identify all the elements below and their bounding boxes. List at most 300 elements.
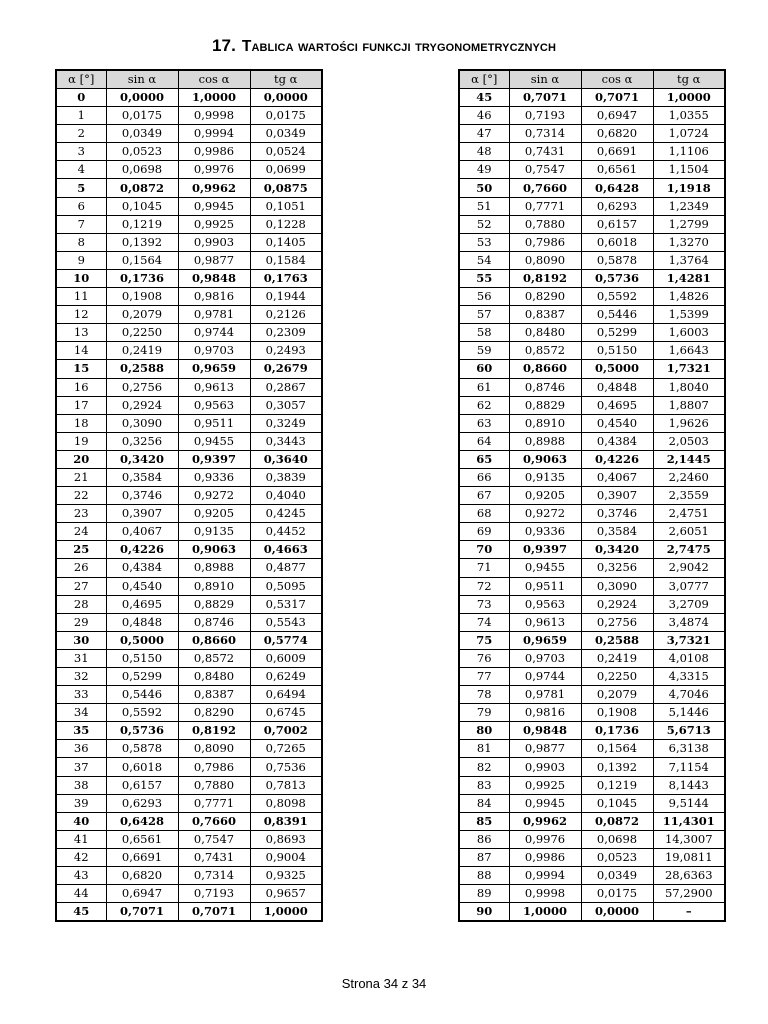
tg-cell: 9,5144	[653, 794, 725, 812]
sin-cell: 0,4067	[106, 523, 178, 541]
angle-cell: 45	[56, 903, 106, 922]
angle-cell: 15	[56, 360, 106, 378]
table-row	[459, 179, 725, 197]
angle-cell: 62	[459, 396, 509, 414]
sin-cell: 0,2079	[106, 306, 178, 324]
table-row	[459, 342, 725, 360]
sin-cell: 0,9903	[509, 758, 581, 776]
sin-cell: 0,0523	[106, 143, 178, 161]
tg-cell: 0,2679	[250, 360, 322, 378]
sin-cell: 0,1736	[106, 269, 178, 287]
sin-cell: 0,9613	[509, 613, 581, 631]
table-row	[459, 197, 725, 215]
cos-cell: 0,8910	[178, 577, 250, 595]
table-row	[459, 396, 725, 414]
sin-cell: 0,8988	[509, 432, 581, 450]
angle-cell: 20	[56, 450, 106, 468]
cos-cell: 0,7771	[178, 794, 250, 812]
cos-cell: 0,7314	[178, 867, 250, 885]
cos-cell: 0,7660	[178, 812, 250, 830]
sin-cell: 0,5446	[106, 686, 178, 704]
cos-cell: 0,3907	[581, 487, 653, 505]
table-row	[56, 885, 322, 903]
tg-cell: 1,3270	[653, 233, 725, 251]
angle-cell: 73	[459, 595, 509, 613]
tg-cell: 0,1944	[250, 288, 322, 306]
tg-cell: 0,8391	[250, 812, 322, 830]
angle-cell: 19	[56, 432, 106, 450]
tg-cell: 2,3559	[653, 487, 725, 505]
sin-cell: 0,9511	[509, 577, 581, 595]
page-title	[0, 36, 768, 56]
header-cos: cos α	[178, 70, 250, 89]
cos-cell: 0,9744	[178, 324, 250, 342]
tg-cell: 1,9626	[653, 414, 725, 432]
table-row	[459, 378, 725, 396]
table-row	[459, 125, 725, 143]
tg-cell: 2,6051	[653, 523, 725, 541]
sin-cell: 0,9272	[509, 505, 581, 523]
tg-cell: 1,6643	[653, 342, 725, 360]
angle-cell: 55	[459, 269, 509, 287]
sin-cell: 0,8290	[509, 288, 581, 306]
table-row	[459, 776, 725, 794]
cos-cell: 0,4540	[581, 414, 653, 432]
cos-cell: 0,8090	[178, 740, 250, 758]
angle-cell: 29	[56, 613, 106, 631]
sin-cell: 0,1219	[106, 215, 178, 233]
sin-cell: 0,2924	[106, 396, 178, 414]
table-row	[56, 487, 322, 505]
cos-cell: 0,9205	[178, 505, 250, 523]
sin-cell: 0,4226	[106, 541, 178, 559]
cos-cell: 0,3090	[581, 577, 653, 595]
angle-cell: 24	[56, 523, 106, 541]
cos-cell: 0,9877	[178, 251, 250, 269]
angle-cell: 12	[56, 306, 106, 324]
angle-cell: 9	[56, 251, 106, 269]
section-title: Tablica wartości funkcji trygonometrycznych	[241, 38, 557, 55]
table-row	[459, 468, 725, 486]
sin-cell: 0,6293	[106, 794, 178, 812]
cos-cell: 0,5446	[581, 306, 653, 324]
sin-cell: 0,3420	[106, 450, 178, 468]
tg-cell: 0,5774	[250, 631, 322, 649]
sin-cell: 0,5000	[106, 631, 178, 649]
sin-cell: 0,2250	[106, 324, 178, 342]
sin-cell: 0,0872	[106, 179, 178, 197]
cos-cell: 0,5299	[581, 324, 653, 342]
tg-cell: 2,4751	[653, 505, 725, 523]
sin-cell: 0,6018	[106, 758, 178, 776]
tg-cell: 1,0724	[653, 125, 725, 143]
header-sin: sin α	[106, 70, 178, 89]
cos-cell: 0,0698	[581, 830, 653, 848]
angle-cell: 36	[56, 740, 106, 758]
tg-cell: 2,0503	[653, 432, 725, 450]
cos-cell: 0,1736	[581, 722, 653, 740]
sin-cell: 0,7193	[509, 107, 581, 125]
tg-cell: 1,8040	[653, 378, 725, 396]
angle-cell: 67	[459, 487, 509, 505]
table-row	[459, 432, 725, 450]
cos-cell: 0,9945	[178, 197, 250, 215]
angle-cell: 13	[56, 324, 106, 342]
table-row	[56, 324, 322, 342]
angle-cell: 59	[459, 342, 509, 360]
sin-cell: 0,9336	[509, 523, 581, 541]
angle-cell: 47	[459, 125, 509, 143]
table-row	[56, 125, 322, 143]
angle-cell: 66	[459, 468, 509, 486]
angle-cell: 17	[56, 396, 106, 414]
tg-cell: 0,9325	[250, 867, 322, 885]
cos-cell: 0,5736	[581, 269, 653, 287]
angle-cell: 43	[56, 867, 106, 885]
angle-cell: 0	[56, 89, 106, 107]
table-row	[56, 505, 322, 523]
sin-cell: 0,9945	[509, 794, 581, 812]
tg-cell: 0,5095	[250, 577, 322, 595]
cos-cell: 0,6428	[581, 179, 653, 197]
tg-cell: 0,6009	[250, 649, 322, 667]
angle-cell: 32	[56, 668, 106, 686]
cos-cell: 0,8480	[178, 668, 250, 686]
header-tg: tg α	[250, 70, 322, 89]
table-row	[56, 704, 322, 722]
cos-cell: 0,7547	[178, 830, 250, 848]
table-row	[56, 722, 322, 740]
angle-cell: 74	[459, 613, 509, 631]
sin-cell: 0,9063	[509, 450, 581, 468]
cos-cell: 0,1392	[581, 758, 653, 776]
table-row	[56, 233, 322, 251]
table-row	[56, 613, 322, 631]
table-row	[56, 812, 322, 830]
angle-cell: 53	[459, 233, 509, 251]
cos-cell: 0,5592	[581, 288, 653, 306]
tg-cell: 0,7536	[250, 758, 322, 776]
angle-cell: 46	[459, 107, 509, 125]
sin-cell: 0,0000	[106, 89, 178, 107]
sin-cell: 0,8387	[509, 306, 581, 324]
sin-cell: 1,0000	[509, 903, 581, 922]
tg-cell: 0,6249	[250, 668, 322, 686]
angle-cell: 88	[459, 867, 509, 885]
sin-cell: 0,2588	[106, 360, 178, 378]
sin-cell: 0,7071	[106, 903, 178, 922]
table-row	[56, 342, 322, 360]
table-row	[56, 396, 322, 414]
table-row	[459, 107, 725, 125]
tg-cell: 0,0875	[250, 179, 322, 197]
table-row	[459, 812, 725, 830]
cos-cell: 0,5878	[581, 251, 653, 269]
angle-cell: 60	[459, 360, 509, 378]
angle-cell: 23	[56, 505, 106, 523]
angle-cell: 26	[56, 559, 106, 577]
table-row	[459, 631, 725, 649]
sin-cell: 0,8746	[509, 378, 581, 396]
header-sin: sin α	[509, 70, 581, 89]
sin-cell: 0,3907	[106, 505, 178, 523]
table-row	[56, 378, 322, 396]
tg-cell: 0,1051	[250, 197, 322, 215]
table-header-row	[56, 70, 322, 89]
angle-cell: 69	[459, 523, 509, 541]
sin-cell: 0,0349	[106, 125, 178, 143]
cos-cell: 0,0872	[581, 812, 653, 830]
cos-cell: 0,6018	[581, 233, 653, 251]
sin-cell: 0,4848	[106, 613, 178, 631]
table-row	[459, 577, 725, 595]
sin-cell: 0,6691	[106, 848, 178, 866]
header-cos: cos α	[581, 70, 653, 89]
cos-cell: 0,0523	[581, 848, 653, 866]
tg-cell: 4,0108	[653, 649, 725, 667]
angle-cell: 2	[56, 125, 106, 143]
table-row	[459, 269, 725, 287]
sin-cell: 0,6157	[106, 776, 178, 794]
tg-cell: 0,9004	[250, 848, 322, 866]
cos-cell: 0,2079	[581, 686, 653, 704]
angle-cell: 27	[56, 577, 106, 595]
angle-cell: 8	[56, 233, 106, 251]
tg-cell: 1,1504	[653, 161, 725, 179]
tg-cell: 0,6494	[250, 686, 322, 704]
cos-cell: 0,9986	[178, 143, 250, 161]
table-row	[56, 686, 322, 704]
sin-cell: 0,9986	[509, 848, 581, 866]
sin-cell: 0,3090	[106, 414, 178, 432]
sin-cell: 0,6820	[106, 867, 178, 885]
table-row	[56, 758, 322, 776]
angle-cell: 83	[459, 776, 509, 794]
sin-cell: 0,2419	[106, 342, 178, 360]
angle-cell: 80	[459, 722, 509, 740]
sin-cell: 0,8829	[509, 396, 581, 414]
cos-cell: 0,6293	[581, 197, 653, 215]
tg-cell: 0,0524	[250, 143, 322, 161]
cos-cell: 0,9703	[178, 342, 250, 360]
cos-cell: 0,6820	[581, 125, 653, 143]
angle-cell: 16	[56, 378, 106, 396]
tg-cell: 3,2709	[653, 595, 725, 613]
tg-cell: 2,1445	[653, 450, 725, 468]
cos-cell: 0,1908	[581, 704, 653, 722]
tg-cell: 1,4826	[653, 288, 725, 306]
table-row	[459, 143, 725, 161]
header-angle: α [°]	[459, 70, 509, 89]
sin-cell: 0,9205	[509, 487, 581, 505]
table-row	[459, 903, 725, 922]
cos-cell: 0,8572	[178, 649, 250, 667]
tg-cell: 0,2126	[250, 306, 322, 324]
sin-cell: 0,6947	[106, 885, 178, 903]
cos-cell: 0,7431	[178, 848, 250, 866]
cos-cell: 0,2250	[581, 668, 653, 686]
table-row	[459, 288, 725, 306]
table-row	[459, 233, 725, 251]
table-row	[459, 559, 725, 577]
table-row	[56, 631, 322, 649]
table-header-row	[459, 70, 725, 89]
sin-cell: 0,9455	[509, 559, 581, 577]
angle-cell: 61	[459, 378, 509, 396]
tg-cell: 0,0349	[250, 125, 322, 143]
cos-cell: 0,1564	[581, 740, 653, 758]
angle-cell: 40	[56, 812, 106, 830]
table-row	[459, 758, 725, 776]
cos-cell: 0,9781	[178, 306, 250, 324]
header-angle: α [°]	[56, 70, 106, 89]
angle-cell: 22	[56, 487, 106, 505]
table-row	[459, 414, 725, 432]
tg-cell: 0,7002	[250, 722, 322, 740]
angle-cell: 52	[459, 215, 509, 233]
cos-cell: 0,8746	[178, 613, 250, 631]
table-row	[56, 523, 322, 541]
cos-cell: 0,9848	[178, 269, 250, 287]
tg-cell: 0,3839	[250, 468, 322, 486]
tg-cell: 1,0355	[653, 107, 725, 125]
sin-cell: 0,1392	[106, 233, 178, 251]
tg-cell: 8,1443	[653, 776, 725, 794]
angle-cell: 48	[459, 143, 509, 161]
cos-cell: 0,3420	[581, 541, 653, 559]
tg-cell: 0,7813	[250, 776, 322, 794]
tg-cell: 57,2900	[653, 885, 725, 903]
sin-cell: 0,9962	[509, 812, 581, 830]
cos-cell: 0,5000	[581, 360, 653, 378]
sin-cell: 0,2756	[106, 378, 178, 396]
tg-cell: 0,5317	[250, 595, 322, 613]
tg-cell: 1,3764	[653, 251, 725, 269]
table-row	[459, 505, 725, 523]
tg-cell: 0,4452	[250, 523, 322, 541]
angle-cell: 31	[56, 649, 106, 667]
sin-cell: 0,9563	[509, 595, 581, 613]
sin-cell: 0,9781	[509, 686, 581, 704]
angle-cell: 3	[56, 143, 106, 161]
tg-cell: 1,2349	[653, 197, 725, 215]
sin-cell: 0,9877	[509, 740, 581, 758]
cos-cell: 0,9613	[178, 378, 250, 396]
cos-cell: 0,7193	[178, 885, 250, 903]
angle-cell: 78	[459, 686, 509, 704]
angle-cell: 57	[459, 306, 509, 324]
sin-cell: 0,8572	[509, 342, 581, 360]
sin-cell: 0,9925	[509, 776, 581, 794]
angle-cell: 37	[56, 758, 106, 776]
cos-cell: 0,9455	[178, 432, 250, 450]
cos-cell: 0,4695	[581, 396, 653, 414]
sin-cell: 0,7880	[509, 215, 581, 233]
angle-cell: 71	[459, 559, 509, 577]
cos-cell: 0,9272	[178, 487, 250, 505]
table-row	[56, 432, 322, 450]
angle-cell: 64	[459, 432, 509, 450]
cos-cell: 0,9925	[178, 215, 250, 233]
tg-cell: 5,6713	[653, 722, 725, 740]
sin-cell: 0,7314	[509, 125, 581, 143]
table-row	[56, 215, 322, 233]
angle-cell: 63	[459, 414, 509, 432]
tg-cell: 2,2460	[653, 468, 725, 486]
tg-cell: –	[653, 903, 725, 922]
sin-cell: 0,6428	[106, 812, 178, 830]
tg-cell: 4,3315	[653, 668, 725, 686]
angle-cell: 7	[56, 215, 106, 233]
sin-cell: 0,5299	[106, 668, 178, 686]
sin-cell: 0,9976	[509, 830, 581, 848]
table-row	[459, 161, 725, 179]
sin-cell: 0,9703	[509, 649, 581, 667]
table-row	[56, 867, 322, 885]
cos-cell: 0,8387	[178, 686, 250, 704]
tg-cell: 2,9042	[653, 559, 725, 577]
tg-cell: 0,0699	[250, 161, 322, 179]
tg-cell: 0,0000	[250, 89, 322, 107]
sin-cell: 0,4695	[106, 595, 178, 613]
cos-cell: 0,6947	[581, 107, 653, 125]
table-row	[459, 360, 725, 378]
angle-cell: 86	[459, 830, 509, 848]
table-row	[459, 848, 725, 866]
tg-cell: 0,8098	[250, 794, 322, 812]
angle-cell: 14	[56, 342, 106, 360]
angle-cell: 6	[56, 197, 106, 215]
sin-cell: 0,5878	[106, 740, 178, 758]
angle-cell: 85	[459, 812, 509, 830]
sin-cell: 0,7071	[509, 89, 581, 107]
tg-cell: 19,0811	[653, 848, 725, 866]
angle-cell: 18	[56, 414, 106, 432]
tg-cell: 1,0000	[250, 903, 322, 922]
table-row	[459, 595, 725, 613]
cos-cell: 0,9563	[178, 396, 250, 414]
tg-cell: 3,0777	[653, 577, 725, 595]
table-row	[459, 740, 725, 758]
table-row	[56, 251, 322, 269]
cos-cell: 1,0000	[178, 89, 250, 107]
table-row	[56, 541, 322, 559]
table-row	[56, 360, 322, 378]
tg-cell: 5,1446	[653, 704, 725, 722]
table-row	[56, 414, 322, 432]
cos-cell: 0,3584	[581, 523, 653, 541]
angle-cell: 76	[459, 649, 509, 667]
table-row	[459, 89, 725, 107]
table-row	[56, 450, 322, 468]
table-row	[459, 794, 725, 812]
angle-cell: 1	[56, 107, 106, 125]
cos-cell: 0,7071	[178, 903, 250, 922]
angle-cell: 77	[459, 668, 509, 686]
angle-cell: 65	[459, 450, 509, 468]
angle-cell: 68	[459, 505, 509, 523]
tg-cell: 1,6003	[653, 324, 725, 342]
page-footer: Strona 34 z 34	[341, 976, 427, 991]
sin-cell: 0,9816	[509, 704, 581, 722]
cos-cell: 0,7880	[178, 776, 250, 794]
sin-cell: 0,9397	[509, 541, 581, 559]
sin-cell: 0,5150	[106, 649, 178, 667]
table-row	[56, 468, 322, 486]
table-row	[459, 306, 725, 324]
cos-cell: 0,8192	[178, 722, 250, 740]
table-row	[459, 613, 725, 631]
